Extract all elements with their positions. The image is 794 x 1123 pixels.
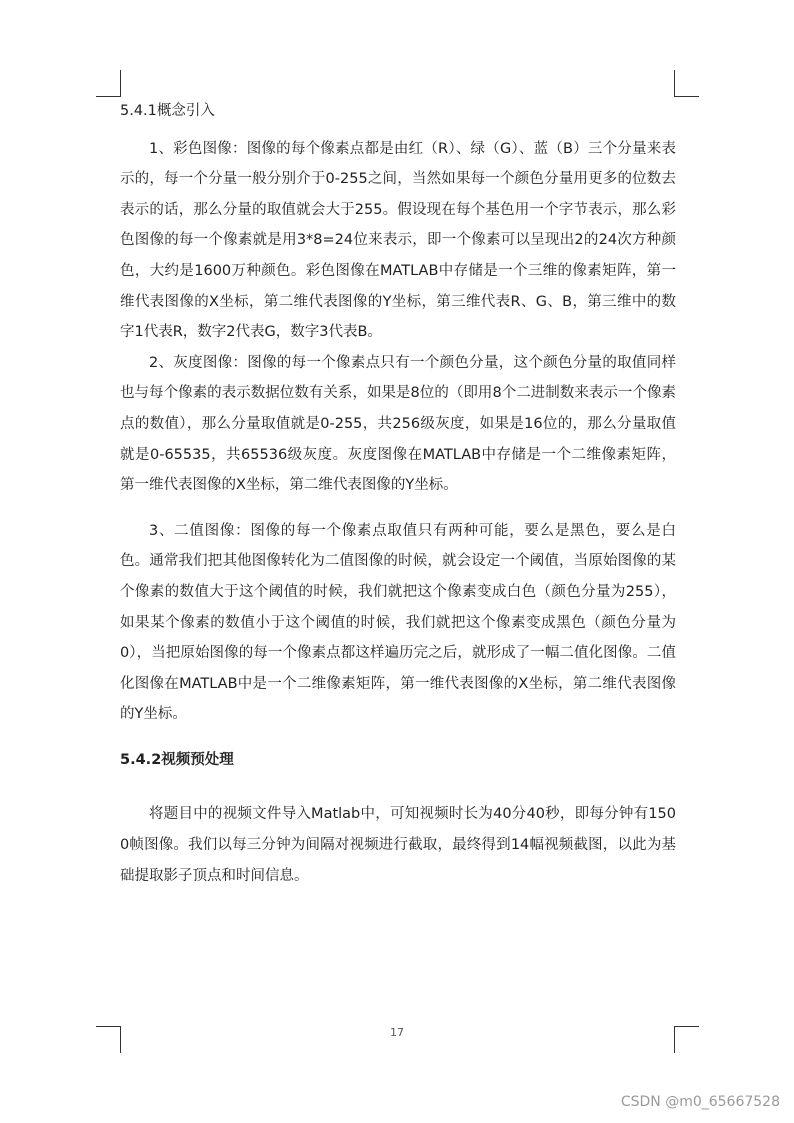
paragraph-video-preprocessing: 将题目中的视频文件导入Matlab中，可知视频时长为40分40秒，即每分钟有1500帧图像。我们以每三分钟为间隔对视频进行截取，最终得到14幅视频截图，以此为基础提取影子顶点和时间信息。 [120, 806, 676, 884]
document-body [120, 96, 676, 891]
crop-mark-bottom-left [96, 1026, 121, 1053]
section-title-video-preprocessing: 5.4.2视频预处理 [120, 751, 234, 768]
crop-mark-top-right [674, 70, 699, 97]
paragraph-color-image: 1、彩色图像：图像的每个像素点都是由红（R）、绿（G）、蓝（B）三个分量来表示的，每一个分量一般分别介于0-255之间，当然如果每一个颜色分量用更多的位数去表示的话，那么分量的取值就会大于255。假设现在每个基色用一个字节表示，那么彩色图像的每一个像素就是用3*8=24位来表示，即一个像素可以呈现出2的24次方种颜色，大约是1600万种颜色。彩色图像在MATLAB中存储是一个三维的像素矩阵，第一维代表图像的X坐标，第二维代表图像的Y坐标，第三维代表R、G、B，第三维中的数字1代表R，数字2代表G，数字3代表B。 [120, 140, 676, 341]
spacer [120, 775, 676, 799]
crop-mark-bottom-right [674, 1026, 699, 1053]
csdn-watermark: CSDN @m0_65667528 [620, 1094, 780, 1110]
spacer [120, 127, 676, 134]
section-title-concepts: 5.4.1概念引入 [120, 103, 215, 119]
paragraph-grayscale-image: 2、灰度图像：图像的每一个像素点只有一个颜色分量，这个颜色分量的取值同样也与每个像素的表示数据位数有关系，如果是8位的（即用8个二进制数来表示一个像素点的数值），那么分量取值就是0-255，共256级灰度，如果是16位的，那么分量取值就是0-65535，共65536级灰度。灰度图像在MATLAB中存储是一个二维像素矩阵，第一维代表图像的X坐标，第二维代表图像的Y坐标。 [120, 354, 676, 494]
spacer [120, 730, 676, 745]
paragraph-binary-image: 3、二值图像：图像的每一个像素点取值只有两种可能，要么是黑色，要么是白色。通常我们把其他图像转化为二值图像的时候，就会设定一个阈值，当原始图像的某个像素的数值大于这个阈值的时候，我们就把这个像素变成白色（颜色分量为255），如果某个像素的数值小于这个阈值的时候，我们就把这个像素变成黑色（颜色分量为0），当把原始图像的每一个像素点都这样遍历完之后，就形成了一幅二值化图像。二值化图像在MATLAB中是一个二维像素矩阵，第一维代表图像的X坐标，第二维代表图像的Y坐标。 [120, 522, 676, 723]
page-number: 17 [390, 1026, 404, 1039]
spacer [120, 501, 676, 516]
crop-mark-top-left [96, 70, 121, 97]
